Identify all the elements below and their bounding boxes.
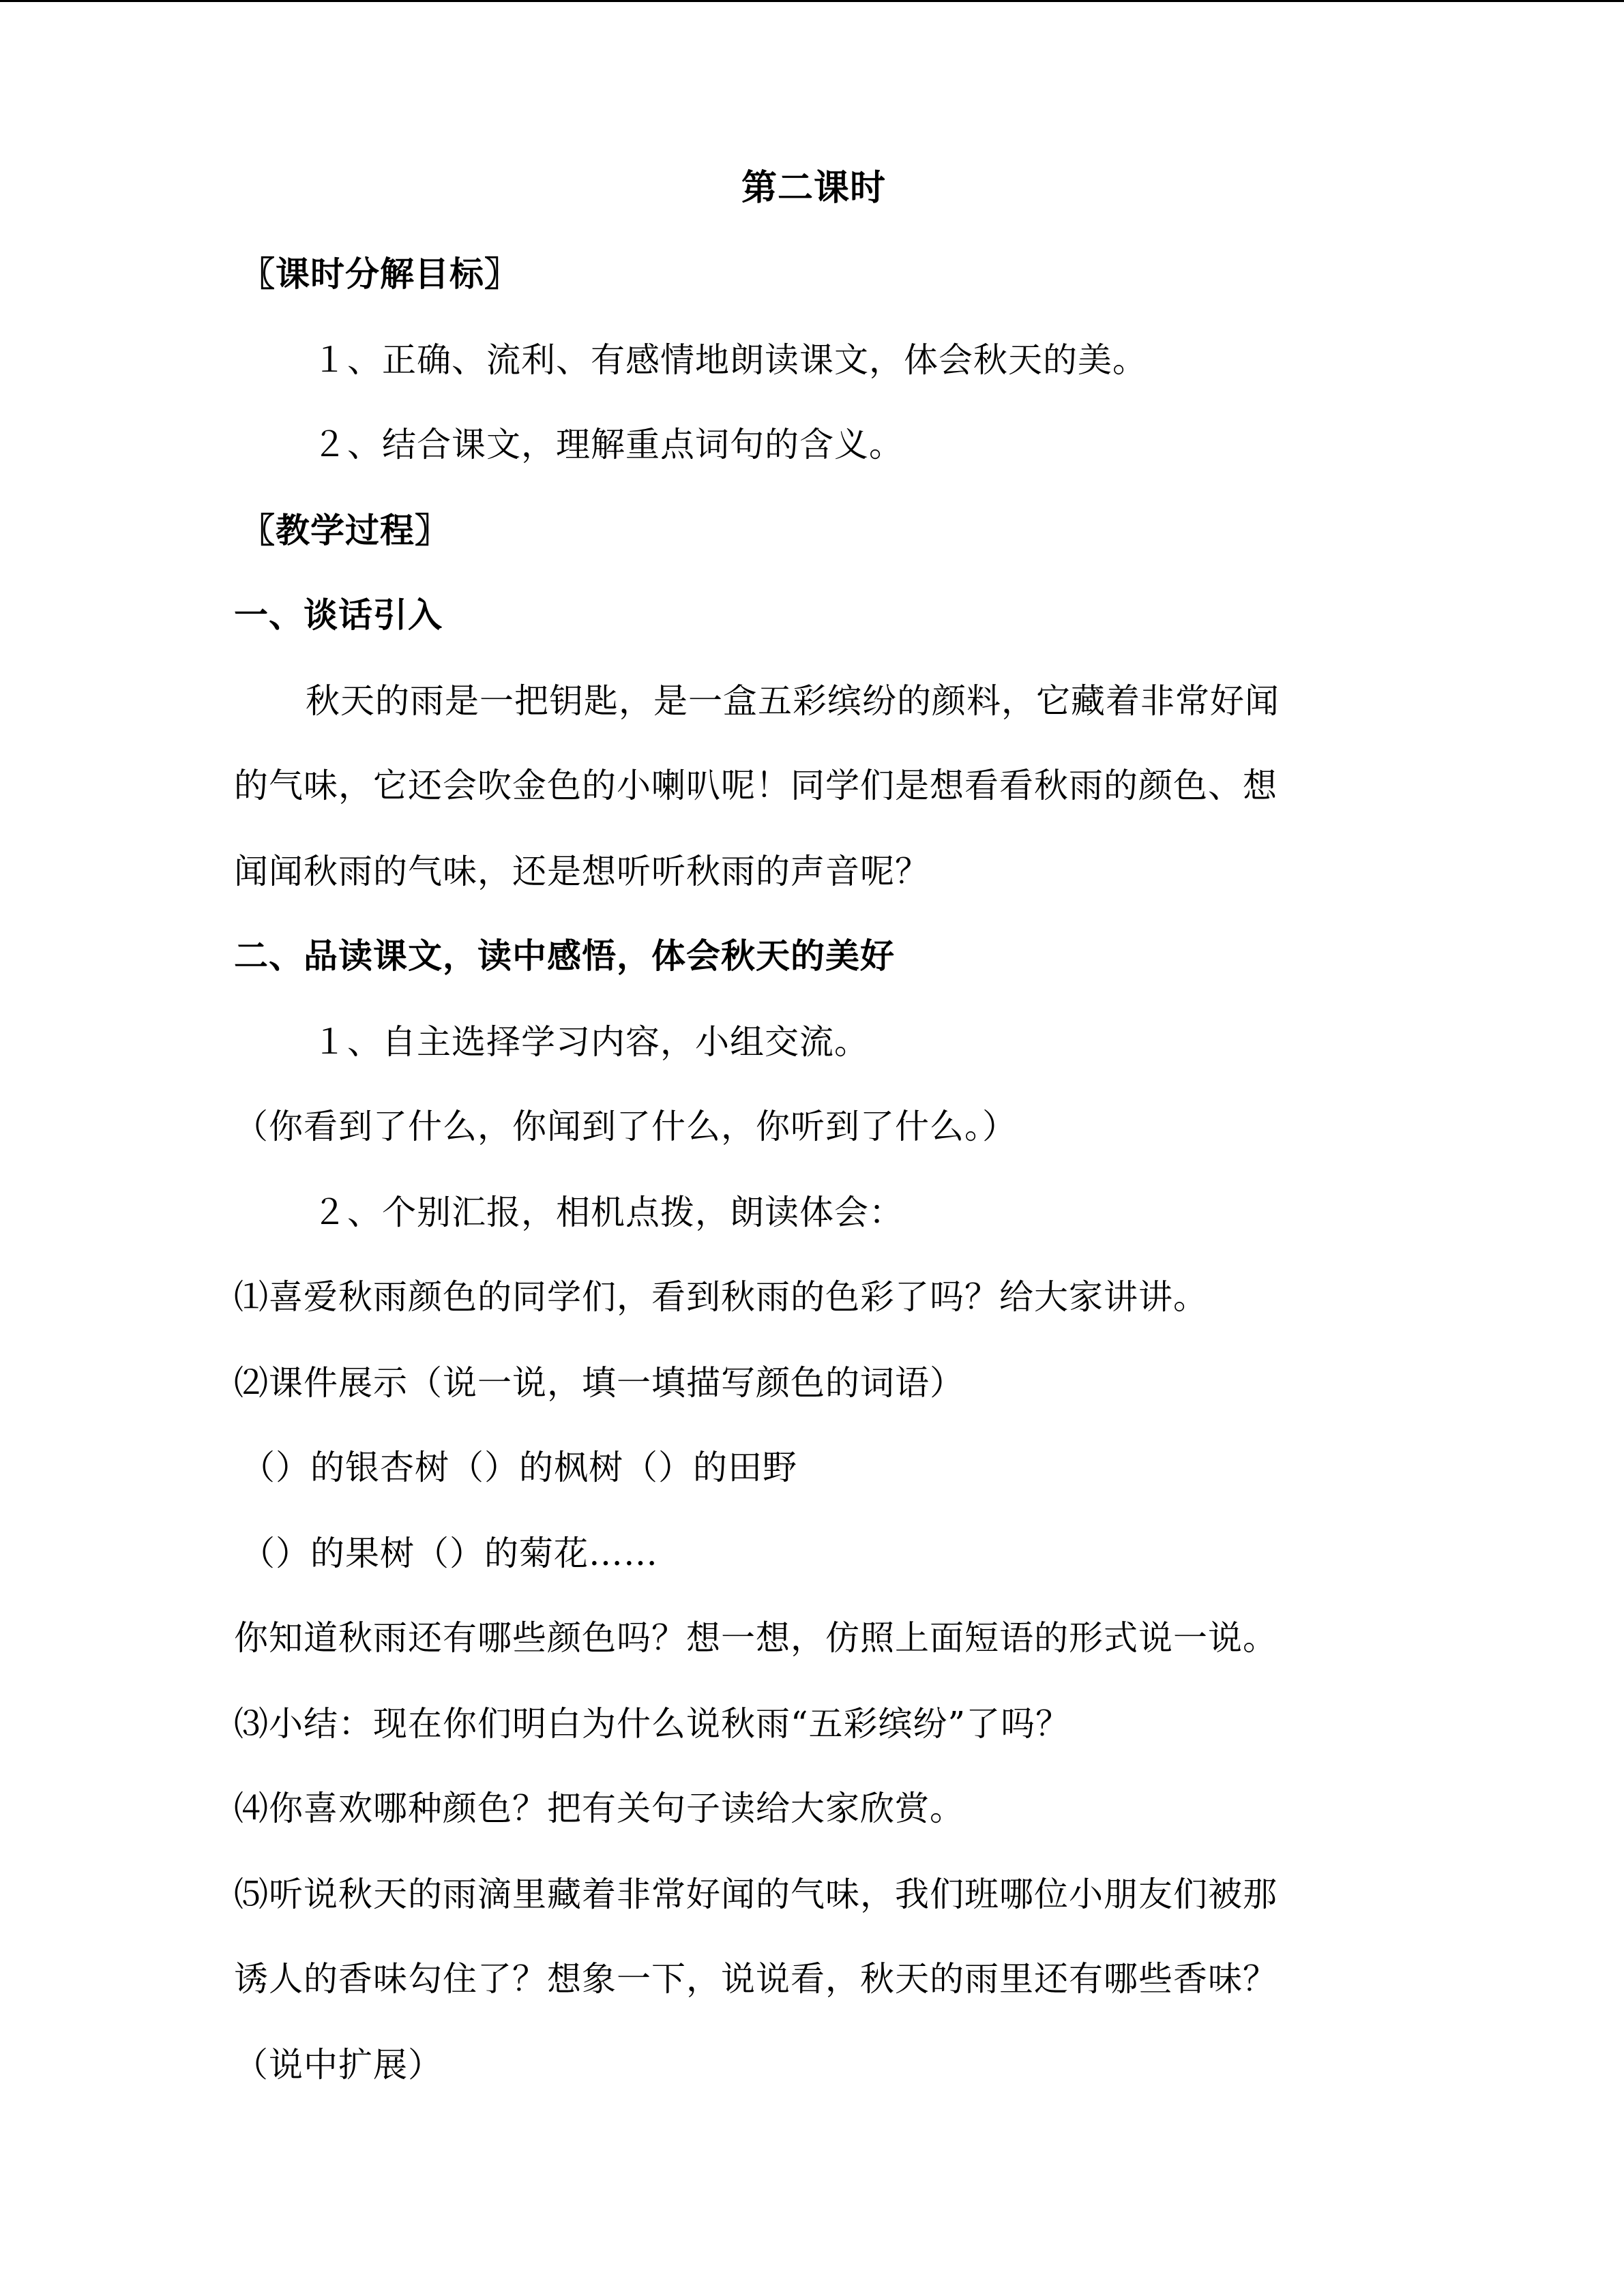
paragraph-line: ⑶小结：现在你们明白为什么说秋雨“五彩缤纷”了吗？ (234, 1704, 1071, 1744)
paragraph-line: 闻闻秋雨的气味，还是想听听秋雨的声音呢？ (234, 852, 930, 891)
step-heading-2: 二、品读课文，读中感悟，体会秋天的美好 (234, 936, 895, 976)
paragraph-line: ⑷你喜欢哪种颜色？把有关句子读给大家欣赏。 (234, 1789, 964, 1828)
paragraph-line: （你看到了什么，你闻到了什么，你听到了什么。） (234, 1107, 1017, 1146)
paragraph-line: 你知道秋雨还有哪些颜色吗？想一想，仿照上面短语的形式说一说。 (234, 1618, 1278, 1658)
paragraph-line: ⑴喜爱秋雨颜色的同学们，看到秋雨的色彩了吗？给大家讲讲。 (234, 1277, 1208, 1317)
paragraph-line: １、自主选择学习内容，小组交流。 (312, 1022, 869, 1062)
objective-item-2: ２、结合课文，理解重点词句的含义。 (312, 425, 904, 464)
paragraph-line: 的气味，它还会吹金色的小喇叭呢！同学们是想看看秋雨的颜色、想 (234, 766, 1278, 805)
step-heading-1: 一、谈话引入 (234, 595, 443, 635)
document-page (234, 0, 1393, 2296)
fill-in-line: （）的银杏树（）的枫树（）的田野 (241, 1448, 797, 1487)
paragraph-line: ⑸听说秋天的雨滴里藏着非常好闻的气味，我们班哪位小朋友们被那 (234, 1875, 1278, 1914)
lesson-title: 第二课时 (741, 167, 886, 209)
objective-item-1: １、正确、流利、有感情地朗读课文，体会秋天的美。 (312, 340, 1147, 380)
section-heading-process: 〖教学过程〗 (241, 510, 449, 550)
paragraph-line: ２、个别汇报，相机点拨，朗读体会： (312, 1193, 904, 1232)
paragraph-line: （说中扩展） (234, 2045, 443, 2085)
paragraph-line: 秋天的雨是一把钥匙，是一盒五彩缤纷的颜料，它藏着非常好闻 (306, 681, 1280, 721)
section-heading-objectives: 〖课时分解目标〗 (241, 254, 519, 294)
paragraph-line: ⑵课件展示（说一说，填一填描写颜色的词语） (234, 1363, 964, 1403)
paragraph-line: 诱人的香味勾住了？想象一下，说说看，秋天的雨里还有哪些香味？ (234, 1959, 1278, 1999)
fill-in-line: （）的果树（）的菊花…… (241, 1534, 658, 1573)
